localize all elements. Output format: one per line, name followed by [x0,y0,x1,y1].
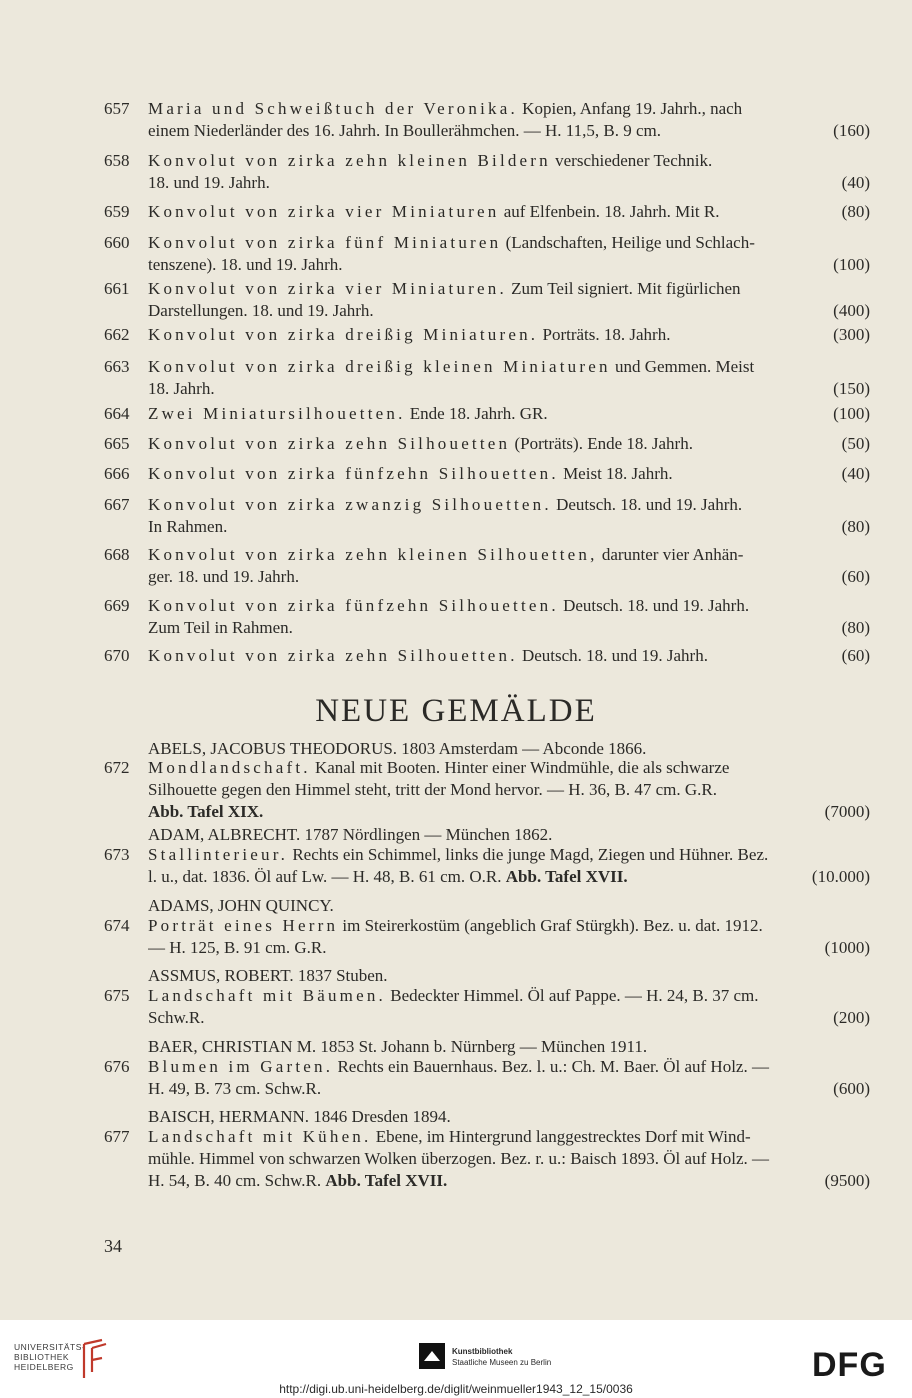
lot-title: Konvolut von zirka dreißig Miniaturen. [148,325,539,344]
lot-number: 660 [104,233,130,252]
lot-number: 676 [104,1057,130,1076]
lot-description: Kanal mit Booten. Hinter einer Windmühle, die als schwarze [310,758,730,777]
lot-title: Zwei Miniatursilhouetten. [148,404,406,423]
plate-reference: Abb. Tafel XIX. [148,802,264,821]
artist-name: BAISCH, HERMANN. 1846 Dresden 1894. [148,1107,451,1126]
uni-line-1: UNIVERSITÄTS- [14,1342,86,1352]
plate-reference: Abb. Tafel XVII. [325,1171,448,1190]
lot-description: H. 54, B. 40 cm. Schw.R. [148,1171,326,1190]
lot-title: Landschaft mit Bäumen. [148,986,386,1005]
lot-price: (160) [833,121,870,140]
kunstbibliothek-logo-text [452,1346,551,1368]
lot-description: 18. Jahrh. [148,379,215,398]
lot-title: Stallinterieur. [148,845,289,864]
kunstbibliothek-logo-icon [419,1343,445,1373]
lot-title: Landschaft mit Kühen. [148,1127,372,1146]
lot-price: (80) [841,618,870,637]
lot-number: 661 [104,279,130,298]
artist-name: ASSMUS, ROBERT. 1837 Stuben. [148,966,388,985]
lot-title: Konvolut von zirka vier Miniaturen [148,202,500,221]
lot-title: Konvolut von zirka vier Miniaturen. [148,279,507,298]
section-title: NEUE GEMÄLDE [315,693,597,729]
lot-description: im Steirerkostüm (angeblich Graf Stürgkh). Bez. u. dat. 1912. [338,916,763,935]
lot-number: 672 [104,758,130,777]
lot-price: (80) [841,517,870,536]
lot-price: (50) [841,434,870,453]
lot-number: 668 [104,545,130,564]
university-library-logo-icon [80,1338,110,1386]
lot-description: einem Niederländer des 16. Jahrh. In Boullerähmchen. — H. 11,5, B. 9 cm. [148,121,662,140]
lot-price: (10.000) [811,867,870,886]
lot-description: ger. 18. und 19. Jahrh. [148,567,300,586]
lot-price: (200) [833,1008,870,1027]
lot-price: (150) [833,379,870,398]
lot-description: 18. und 19. Jahrh. [148,173,270,192]
lot-price: (100) [833,255,870,274]
lot-number: 663 [104,357,130,376]
lot-title: Konvolut von zirka fünf Miniaturen [148,233,502,252]
lot-price: (600) [833,1079,870,1098]
lot-title: Konvolut von zirka dreißig kleinen Miniaturen [148,357,611,376]
lot-description: Zum Teil signiert. Mit figürlichen [506,279,741,298]
uni-line-3: HEIDELBERG [14,1362,74,1372]
university-library-logo-text [14,1342,85,1372]
lot-description: Deutsch. 18. und 19. Jahrh. [558,596,750,615]
lot-number: 666 [104,464,130,483]
lot-number: 662 [104,325,130,344]
lot-title: Maria und Schweißtuch der Veronika. [148,99,518,118]
lot-description: Porträts. 18. Jahrh. [538,325,671,344]
lot-number: 677 [104,1127,130,1146]
lot-title: Konvolut von zirka fünfzehn Silhouetten. [148,596,559,615]
lot-description: Meist 18. Jahrh. [558,464,673,483]
lot-price: (40) [841,173,870,192]
source-url[interactable]: http://digi.ub.uni-heidelberg.de/diglit/weinmueller1943_12_15/0036 [279,1382,633,1396]
lot-number: 670 [104,646,130,665]
lot-description: Kopien, Anfang 19. Jahrh., nach [517,99,743,118]
lot-price: (60) [841,567,870,586]
lot-description: — H. 125, B. 91 cm. G.R. [148,938,327,957]
lot-title: Konvolut von zirka zehn Silhouetten. [148,646,518,665]
lot-price: (100) [833,404,870,423]
lot-description: auf Elfenbein. 18. Jahrh. Mit R. [499,202,720,221]
lot-title: Konvolut von zirka zwanzig Silhouetten. [148,495,552,514]
lot-title: Konvolut von zirka zehn kleinen Bildern [148,151,551,170]
lot-description: Deutsch. 18. und 19. Jahrh. [551,495,743,514]
lot-description: verschiedener Technik. [550,151,713,170]
lot-title: Mondlandschaft. [148,758,311,777]
lot-price: (60) [841,646,870,665]
artist-name: ADAM, ALBRECHT. 1787 Nördlingen — München 1862. [148,825,553,844]
plate-reference: Abb. Tafel XVII. [505,867,628,886]
lot-title: Blumen im Garten. [148,1057,334,1076]
lot-description: Schw.R. [148,1008,205,1027]
lot-number: 659 [104,202,130,221]
dfg-logo: DFG [812,1346,887,1384]
lot-price: (1000) [824,938,870,957]
lot-number: 674 [104,916,130,935]
lot-number: 657 [104,99,130,118]
lot-number: 669 [104,596,130,615]
lot-title: Konvolut von zirka fünfzehn Silhouetten. [148,464,559,483]
lot-price: (7000) [824,802,870,821]
kb-line-2: Staatliche Museen zu Berlin [452,1358,552,1367]
artist-name: ADAMS, JOHN QUINCY. [148,896,334,915]
lot-number: 664 [104,404,130,423]
lot-number: 673 [104,845,130,864]
lot-description: l. u., dat. 1836. Öl auf Lw. — H. 48, B. 61 cm. O.R. [148,867,506,886]
lot-price: (9500) [824,1171,870,1190]
lot-title: Konvolut von zirka zehn Silhouetten [148,434,511,453]
lot-number: 675 [104,986,130,1005]
lot-description: Rechts ein Schimmel, links die junge Magd, Ziegen und Hühner. Bez. [288,845,769,864]
kb-line-1: Kunstbibliothek [452,1347,513,1356]
lot-price: (80) [841,202,870,221]
page-number: 34 [104,1236,122,1256]
lot-number: 665 [104,434,130,453]
lot-description: Rechts ein Bauernhaus. Bez. l. u.: Ch. M. Baer. Öl auf Holz. — [333,1057,769,1076]
lot-description: (Porträts). Ende 18. Jahrh. [510,434,693,453]
lot-description: H. 49, B. 73 cm. Schw.R. [148,1079,322,1098]
lot-description: Bedeckter Himmel. Öl auf Pappe. — H. 24, B. 37 cm. [386,986,759,1005]
uni-line-2: BIBLIOTHEK [14,1352,70,1362]
lot-title: Porträt eines Herrn [148,916,339,935]
lot-description: (Landschaften, Heilige und Schlach- [501,233,755,252]
artist-name: BAER, CHRISTIAN M. 1853 St. Johann b. Nürnberg — München 1911. [148,1037,648,1056]
lot-description: Silhouette gegen den Himmel steht, tritt der Mond hervor. — H. 36, B. 47 cm. G.R. [148,780,717,799]
lot-description: mühle. Himmel von schwarzen Wolken überzogen. Bez. r. u.: Baisch 1893. Öl auf Holz. — [148,1149,770,1168]
lot-description: und Gemmen. Meist [610,357,755,376]
lot-description: Ebene, im Hintergrund langgestrecktes Dorf mit Wind- [371,1127,751,1146]
artist-name: ABELS, JACOBUS THEODORUS. 1803 Amsterdam — Abconde 1866. [148,739,647,758]
lot-price: (40) [841,464,870,483]
lot-price: (300) [833,325,870,344]
lot-description: Ende 18. Jahrh. GR. [405,404,548,423]
lot-description: In Rahmen. [148,517,228,536]
lot-title: Konvolut von zirka zehn kleinen Silhouetten, [148,545,598,564]
lot-description: Deutsch. 18. und 19. Jahrh. [517,646,708,665]
lot-number: 658 [104,151,130,170]
lot-price: (400) [833,301,870,320]
lot-description: tenszene). 18. und 19. Jahrh. [148,255,343,274]
lot-description: darunter vier Anhän- [597,545,744,564]
lot-description: Zum Teil in Rahmen. [148,618,293,637]
lot-description: Darstellungen. 18. und 19. Jahrh. [148,301,374,320]
lot-number: 667 [104,495,130,514]
